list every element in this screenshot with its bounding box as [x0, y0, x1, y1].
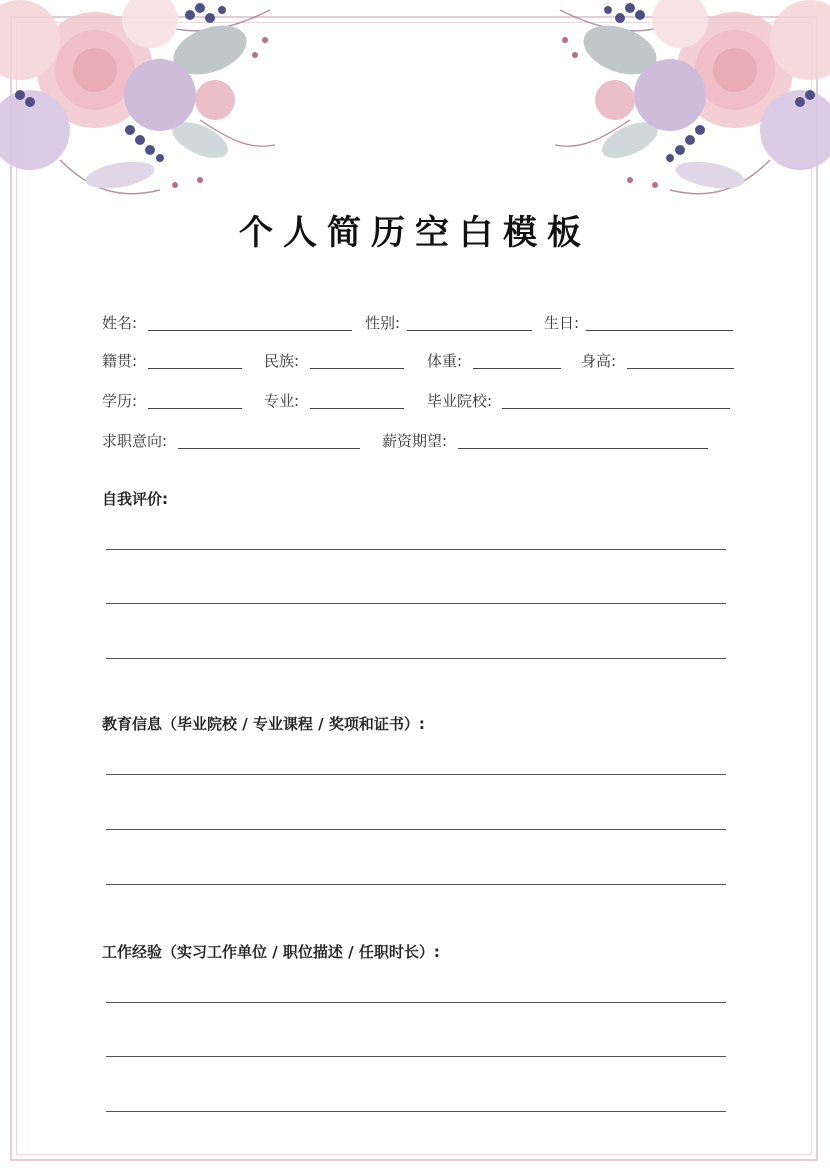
field-label: 毕业院校:: [427, 392, 493, 410]
field-label: 生日:: [544, 314, 580, 332]
education-line-1[interactable]: [106, 774, 726, 775]
section-education: 教育信息（毕业院校 / 专业课程 / 奖项和证书）:: [102, 715, 425, 733]
field-label: 薪资期望:: [382, 432, 448, 450]
field-job-intention: [102, 430, 167, 451]
page-title: 个人简历空白模板: [239, 213, 591, 253]
field-education: [102, 390, 137, 411]
field-gender: [365, 312, 400, 333]
birthday-input-line[interactable]: [586, 330, 733, 331]
work-line-1[interactable]: [106, 1002, 726, 1003]
self-evaluation-line-3[interactable]: [106, 658, 726, 659]
field-height: [581, 350, 616, 371]
field-label: 姓名:: [102, 314, 138, 332]
field-birthday: [544, 312, 579, 333]
field-label: 身高:: [581, 352, 617, 370]
field-label: 民族:: [264, 352, 300, 370]
education-input-line[interactable]: [148, 408, 242, 409]
ethnicity-input-line[interactable]: [310, 368, 404, 369]
native-place-input-line[interactable]: [148, 368, 242, 369]
self-evaluation-line-2[interactable]: [106, 603, 726, 604]
field-label: 体重:: [427, 352, 463, 370]
school-input-line[interactable]: [502, 408, 730, 409]
field-ethnicity: [264, 350, 299, 371]
section-work-experience: 工作经验（实习工作单位 / 职位描述 / 任职时长）:: [102, 943, 440, 961]
work-line-3[interactable]: [106, 1111, 726, 1112]
height-input-line[interactable]: [627, 368, 734, 369]
field-salary: [382, 430, 447, 451]
field-label: 籍贯:: [102, 352, 138, 370]
major-input-line[interactable]: [310, 408, 404, 409]
job-intention-input-line[interactable]: [178, 448, 360, 449]
work-line-2[interactable]: [106, 1056, 726, 1057]
gender-input-line[interactable]: [407, 330, 532, 331]
self-evaluation-line-1[interactable]: [106, 549, 726, 550]
field-school: [427, 390, 492, 411]
field-label: 学历:: [102, 392, 138, 410]
field-label: 求职意向:: [102, 432, 168, 450]
field-label: 专业:: [264, 392, 300, 410]
salary-input-line[interactable]: [458, 448, 708, 449]
section-self-evaluation: 自我评价:: [102, 490, 168, 508]
field-label: 性别:: [365, 314, 401, 332]
flower-decoration-right-icon: [540, 0, 830, 220]
flower-decoration-left-icon: [0, 0, 290, 220]
education-line-2[interactable]: [106, 829, 726, 830]
name-input-line[interactable]: [148, 330, 352, 331]
field-major: [264, 390, 299, 411]
weight-input-line[interactable]: [473, 368, 561, 369]
education-line-3[interactable]: [106, 884, 726, 885]
field-native-place: [102, 350, 137, 371]
field-weight: [427, 350, 462, 371]
field-name: [102, 312, 137, 333]
